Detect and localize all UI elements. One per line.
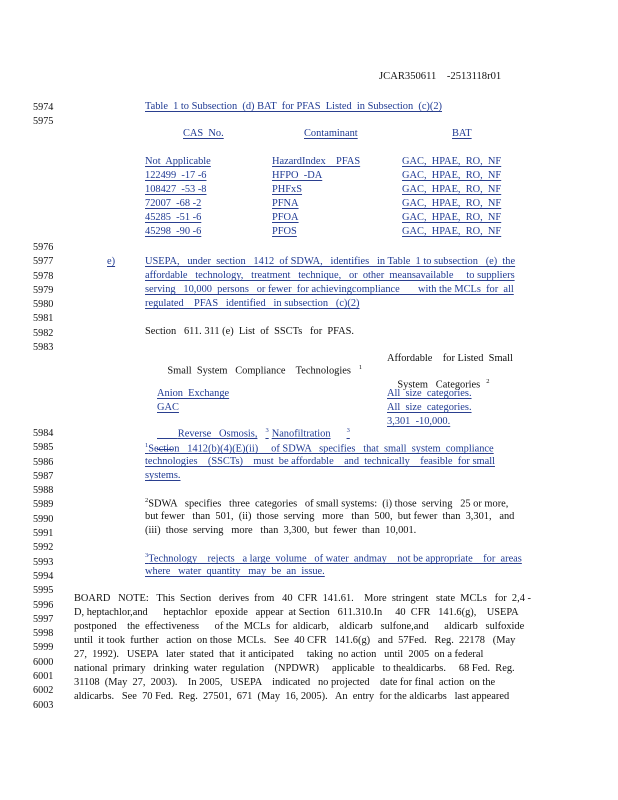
table-1-header-bat: BAT [452,128,472,139]
line-number-column [33,427,63,713]
paragraph-line: serving 10,000 persons or fewer for achievingcompliance with the MCLs for all [145,284,514,295]
size-category: All size categories. [387,388,472,399]
footnote-ref: 3 [346,427,350,434]
footnote-line: (iii) those serving more than 3,300, but fewer than 10,001. [145,525,417,536]
line-number: 5977 [33,256,54,268]
line-number: 5997 [33,613,54,625]
paragraph-line: regulated PFAS identified in subsection (c)(2) [145,298,360,309]
line-number: 5975 [33,116,54,127]
header-text: System Categories [397,379,481,391]
table-2-header-left [157,353,362,387]
board-note-line: until it took further action on those MCLs. See 40 CFR 141.6(g) and 57Fed. Reg. 22178 (May [74,635,516,646]
line-number: 5983 [33,342,54,354]
line-number: 6000 [33,656,54,668]
line-number: 5994 [33,570,54,582]
line-number: 5996 [33,599,54,611]
footnote-line: but fewer than 501, (ii) those serving more than 500, but fewer than 3,301, and [145,511,515,522]
bat: GAC, HPAE, RO, NF [402,198,502,209]
paragraph-line: affordable technology, treatment technique, or other meansavailable to suppliers [145,270,515,281]
cas-number: 108427 -53 -8 [145,184,207,195]
line-number: 6002 [33,685,54,697]
footnote-mark: 2 [145,497,149,504]
footnote-line [145,442,494,454]
bat: GAC, HPAE, RO, NF [402,170,502,181]
contaminant: PFNA [272,198,299,209]
board-note-line: 31108 (May 27, 2003). In 2005, USEPA indicated no projected date for final action on the [74,677,496,688]
footnote-ref: 2 [486,378,490,385]
cas-number: Not Applicable [145,156,211,167]
bat: GAC, HPAE, RO, NF [402,156,502,167]
footnote-line [145,552,522,564]
line-number: 5988 [33,485,54,497]
line-number: 5998 [33,628,54,640]
table-1-title: Table 1 to Subsection (d) BAT for PFAS Listed in Subsection (c)(2) [145,101,443,112]
table-2-header-right-line1: Affordable for Listed Small [387,353,513,364]
footnote-line: technologies (SSCTs) must be affordable and technically feasible for small [145,456,495,467]
size-category: 3,301 -10,000. [387,416,451,427]
board-note-line: postponed the effectiveness of the MCLs for aldicarb, aldicarb sulfone,and aldicarb sulfoxide [74,621,525,632]
size-category: All size categories. [387,402,472,413]
bat: GAC, HPAE, RO, NF [402,226,502,237]
line-number: 5984 [33,428,54,439]
contaminant: HFPO -DA [272,170,323,181]
board-note-line: D, heptachlor,and heptachlor epoxide appear at Section 611.310.In 40 CFR 141.6(g), USEPA [74,607,519,618]
line-number: 6003 [33,699,54,711]
line-number: 5986 [33,456,54,468]
contaminant: HazardIndex PFAS [272,156,361,167]
subsection-label: e) [107,256,116,267]
table-1-header-cas: CAS No. [183,128,224,139]
header-text: Small System Compliance Technologies [167,365,351,377]
board-note-line: aldicarbs. See 70 Fed. Reg. 27501, 671 (May 16, 2005). An entry for the aldicarbs last appeared [74,691,510,702]
cas-number: 45285 -51 -6 [145,212,202,223]
document-code: JCAR350611 -2513118r01 [379,71,502,82]
contaminant: PHFxS [272,184,303,195]
line-number: 5995 [33,585,54,597]
line-number: 5993 [33,556,54,568]
technology: GAC [157,402,179,413]
footnote-mark: 3 [145,552,149,559]
board-note-line: 27, 1992). USEPA later stated that it anticipated taking no action until 2005 on a federal [74,649,484,660]
line-number: 5985 [33,442,54,454]
section-heading: Section 611. 311 (e) List of SSCTs for PFAS. [145,326,355,337]
line-number: 5979 [33,284,54,296]
line-number: 5976 [33,242,54,253]
footnote-mark: 1 [145,442,149,449]
board-note-line: national primary drinking water regulation (NPDWR) applicable to thealdicarbs. 68 Fed. Reg. [74,663,515,674]
contaminant: PFOA [272,212,299,223]
bat: GAC, HPAE, RO, NF [402,212,502,223]
footnote-text: SDWA specifies three categories of small systems: (i) those serving 25 or more, [148,498,509,510]
line-number: 6001 [33,671,54,683]
table-1-header-contaminant: Contaminant [304,128,358,139]
bat: GAC, HPAE, RO, NF [402,184,502,195]
line-number-column [33,101,63,128]
footnote-line: where water quantity may be an issue. [145,566,325,577]
technology-part: Nanofiltration [271,428,331,440]
footnote-ref: 1 [358,364,363,371]
line-number: 5987 [33,470,54,482]
line-number: 5991 [33,528,54,540]
line-number: 5999 [33,642,54,654]
footnote-line: systems. [145,470,181,481]
footnote-line [145,497,508,509]
cas-number: 45298 -90 -6 [145,226,202,237]
line-number: 5990 [33,513,54,525]
paragraph-line: USEPA, under section 1412 of SDWA, identifies in Table 1 to subsection (e) the [145,256,516,267]
line-number: 5982 [33,327,54,339]
line-number: 5978 [33,270,54,282]
line-number: 5974 [33,102,54,113]
line-number-column [33,241,63,355]
cas-number: 122499 -17 -6 [145,170,207,181]
cas-number: 72007 -68 -2 [145,198,202,209]
line-number: 5981 [33,313,54,325]
board-note-line: BOARD NOTE: This Section derives from 40 CFR 141.61. More stringent state MCLs for 2,4 - [74,593,531,604]
technology: Anion Exchange [157,388,230,399]
contaminant: PFOS [272,226,297,237]
footnote-text: Section 1412(b)(4)(E)(ii) of SDWA specifies that small system compliance [148,443,494,455]
footnote-ref: 3 [265,427,269,434]
technology-part: Reverse Osmosis, [177,428,258,440]
line-number: 5992 [33,542,54,554]
line-number: 5980 [33,299,54,311]
footnote-text: Technology rejects a large volume of water andmay not be appropriate for areas [148,553,522,565]
line-number: 5989 [33,499,54,511]
